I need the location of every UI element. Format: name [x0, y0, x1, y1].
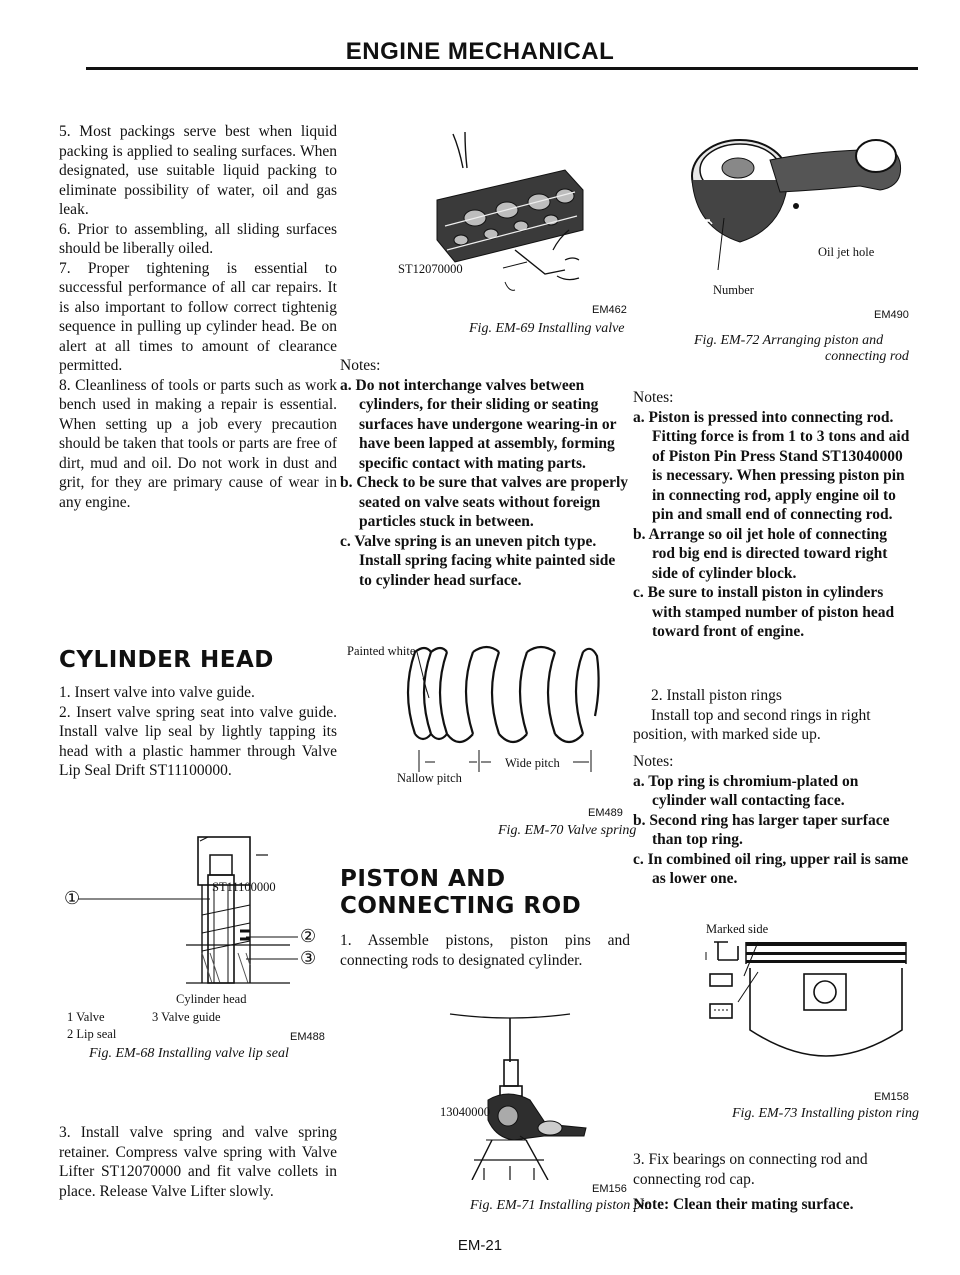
step-3-text: 3. Install valve spring and valve spring retainer. Compress valve spring with Valve Lifter ST12070000 and fit valve collets in place. Release Valve Lifter slowly.	[59, 1124, 337, 1200]
notes-title: Notes:	[340, 357, 381, 374]
fig68-head-label: Cylinder head	[176, 992, 247, 1006]
fig72-oil-hole-label: Oil jet hole	[818, 245, 875, 259]
section-title-piston-1: PISTON AND	[340, 866, 506, 892]
final-note: Note: Clean their mating surface.	[633, 1196, 854, 1213]
fig72-caption-1: Fig. EM-72 Arranging piston and	[694, 333, 884, 348]
fig71-code: EM156	[592, 1183, 627, 1195]
left-column	[59, 122, 337, 512]
piston-step-3	[633, 1150, 913, 1189]
ring-note-b: b. Second ring has larger taper surface than top ring.	[633, 811, 890, 848]
fig68-tool-label: ST11100000	[212, 880, 276, 894]
fig71-tool-label: 13040000	[440, 1105, 490, 1119]
note-c-2: c. Be sure to install piston in cylinders with stamped number of piston head toward front of engine.	[633, 584, 895, 640]
note-a-2: a. Piston is pressed into connecting rod. Fitting force is from 1 to 3 tons and aid of Piston Pin Press Stand ST13040000 is necessary. When pressing piston pin in connecting rod, apply engine oil to pin and small end of connecting rod.	[633, 408, 910, 523]
ring-note-c: c. In combined oil ring, upper rail is same as lower one.	[633, 850, 909, 887]
fig71-caption: Fig. EM-71 Installing piston pin	[470, 1198, 652, 1213]
paragraph-6: 6. Prior to assembling, all sliding surfaces should be liberally oiled.	[59, 220, 337, 257]
fig68-marker-3: ③	[300, 948, 317, 968]
paragraph-7: 7. Proper tightening is essential to successful performance of all car repairs. It is also important to follow correct tightenig sequence in pulling up cylinder head. Be on alert at all times to amount of clearance permitted.	[59, 259, 337, 374]
ring-note-a: a. Top ring is chromium-plated on cylinder wall contacting face.	[633, 772, 859, 809]
page-header: ENGINE MECHANICAL	[345, 38, 615, 65]
fig68-marker-1: ①	[64, 888, 81, 908]
fig72-number-label: Number	[713, 283, 754, 297]
fig68-legend-1: 1 Valve	[67, 1010, 105, 1024]
fig73-caption: Fig. EM-73 Installing piston ring	[732, 1106, 920, 1121]
piston-rod-illustration	[680, 120, 920, 280]
valve-spring-illustration	[345, 638, 625, 778]
fig70-wide-label: Wide pitch	[505, 756, 560, 770]
fig68-code: EM488	[290, 1031, 325, 1043]
page-number: EM-21	[457, 1237, 503, 1254]
note-c: c. Valve spring is an uneven pitch type. Install spring facing white painted side to cylinder head surface.	[340, 532, 616, 589]
fig69-tool-label: ST12070000	[398, 262, 463, 276]
step-1: 1. Insert valve into valve guide.	[59, 684, 255, 701]
middle-notes	[340, 356, 630, 590]
piston-ring-illustration	[696, 934, 916, 1084]
fig70-painted-label: Painted white	[347, 644, 416, 658]
paragraph-5: 5. Most packings serve best when liquid packing is applied to sealing surfaces. When designated, use suitable liquid packing to eliminate possibility of water, oil and gas leak.	[59, 123, 337, 218]
fig70-code: EM489	[588, 807, 623, 819]
fig68-caption: Fig. EM-68 Installing valve lip seal	[89, 1046, 289, 1061]
section-title-cylinder-head: CYLINDER HEAD	[59, 647, 274, 673]
fig73-marked-label: Marked side	[706, 922, 769, 936]
step-2: 2. Insert valve spring seat into valve guide. Install valve lip seal by lightly tapping its head with a plastic hammer through Valve Lip Seal Drift ST11100000.	[59, 703, 337, 779]
step-2-detail: Install top and second rings in right position, with marked side up.	[633, 706, 871, 743]
piston-pin-press-illustration	[430, 1010, 610, 1180]
paragraph-8: 8. Cleanliness of tools or parts such as work bench used in making a repair is essential. When setting up a job every precaution should be taken that tools or parts are free of dirt, mud and oil. Do not work in dust and grit, for they are primary cause of wear in any engine.	[59, 376, 337, 511]
notes-title-2: Notes:	[633, 389, 674, 406]
piston-step-1	[340, 931, 630, 970]
fig73-code: EM158	[874, 1091, 909, 1103]
fig69-caption: Fig. EM-69 Installing valve	[469, 321, 625, 336]
section-title-piston-2: CONNECTING ROD	[340, 893, 582, 919]
fig70-caption: Fig. EM-70 Valve spring	[498, 823, 637, 838]
fig68-legend-3: 3 Valve guide	[152, 1010, 221, 1024]
note-b: b. Check to be sure that valves are properly seated on valve seats without foreign particles stuck in between.	[340, 474, 629, 530]
fig68-marker-2: ②	[300, 926, 317, 946]
piston-step-1-text: 1. Assemble pistons, piston pins and connecting rods to designated cylinder.	[340, 932, 630, 969]
step-3	[59, 1123, 337, 1201]
valve-lip-seal-illustration	[60, 835, 340, 985]
note-a: a. Do not interchange valves between cylinders, for their sliding or seating surfaces have undergone wearing-in or have been lapped at assembly, forming specific contact with mating parts.	[340, 376, 617, 472]
header-rule	[86, 67, 918, 70]
fig69-code: EM462	[592, 304, 627, 316]
fig72-caption-2: connecting rod	[825, 349, 909, 364]
cylinder-head-steps	[59, 683, 337, 781]
fig70-narrow-label: Nallow pitch	[397, 771, 462, 785]
fig72-code: EM490	[874, 309, 909, 321]
fig68-legend-2: 2 Lip seal	[67, 1027, 117, 1041]
step-2-title: 2. Install piston rings	[651, 687, 782, 704]
note-b-2: b. Arrange so oil jet hole of connecting rod big end is directed toward right side of cylinder block.	[633, 525, 888, 582]
right-notes	[633, 388, 913, 642]
ring-notes	[633, 752, 913, 889]
notes-title-3: Notes:	[633, 753, 674, 770]
step-3-text-right: 3. Fix bearings on connecting rod and connecting rod cap.	[633, 1151, 868, 1188]
piston-step-2	[633, 686, 913, 745]
